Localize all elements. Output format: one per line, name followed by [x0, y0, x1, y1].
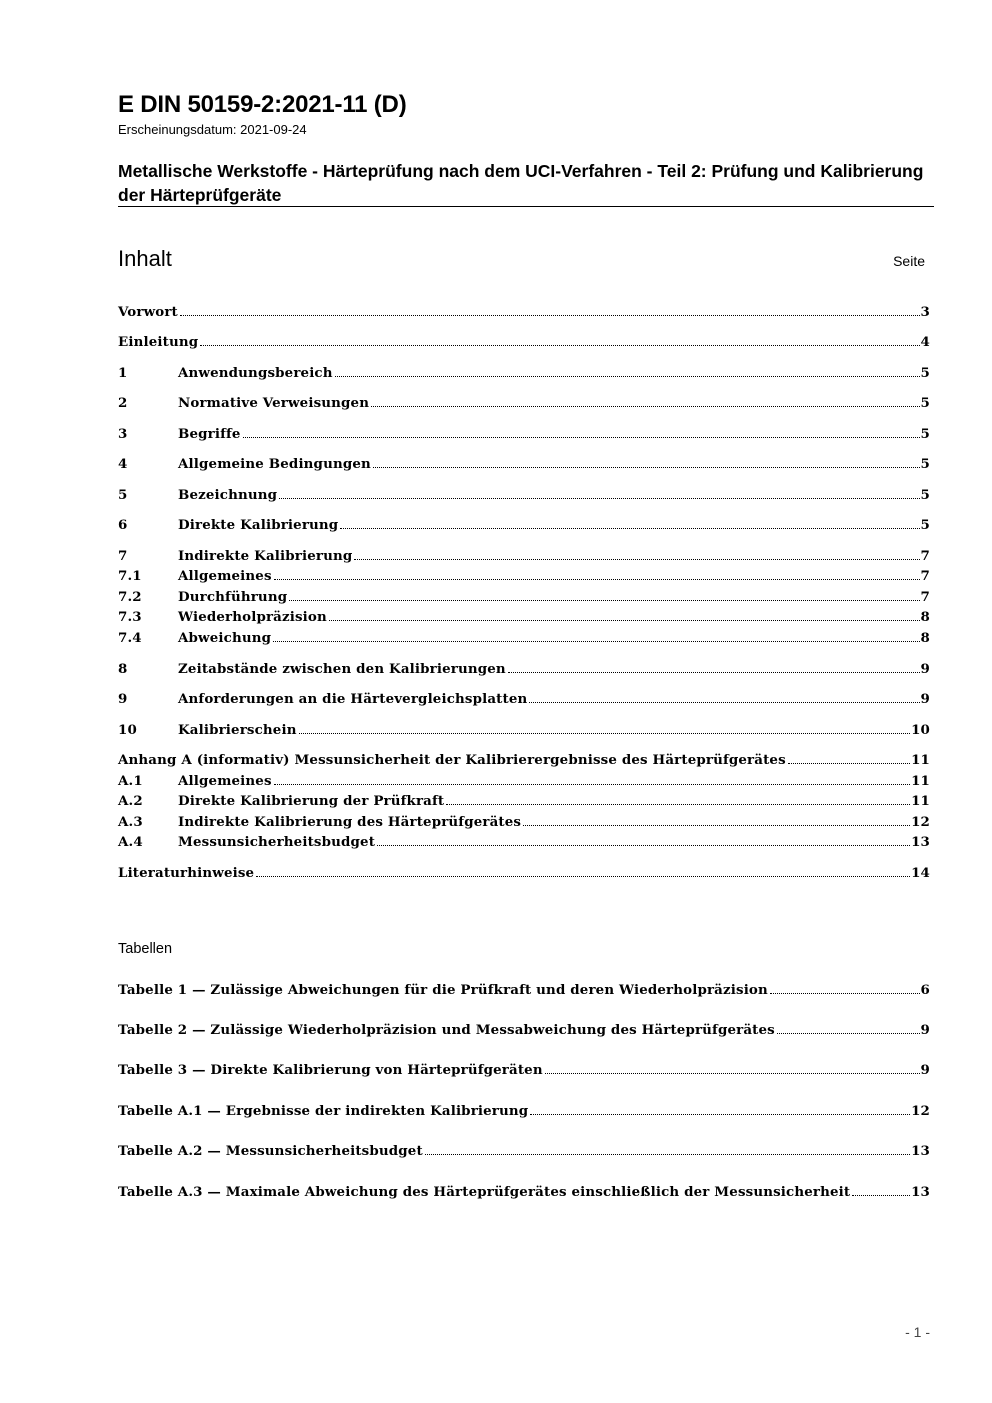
title-divider: [118, 206, 934, 207]
table-entry[interactable]: [118, 1142, 930, 1160]
entry-label: Zeitabstände zwischen den Kalibrierungen: [178, 661, 506, 677]
entry-page-number: 12: [911, 814, 930, 830]
entry-label: Allgemeine Bedingungen: [178, 456, 371, 472]
dot-leader: [274, 784, 910, 785]
toc-entry[interactable]: [118, 690, 930, 708]
entry-label: Tabelle 3 — Direkte Kalibrierung von Härteprüfgeräten: [118, 1062, 543, 1078]
toc-entry[interactable]: [118, 547, 930, 565]
entry-number: A.3: [118, 814, 143, 830]
dot-leader: [273, 641, 919, 642]
toc-entry[interactable]: [118, 813, 930, 831]
entry-page-number: 11: [911, 773, 930, 789]
entry-page-number: 7: [920, 589, 930, 605]
entry-number: 6: [118, 517, 128, 533]
dot-leader: [335, 376, 920, 377]
entry-page-number: 5: [920, 365, 930, 381]
table-entry[interactable]: [118, 1102, 930, 1120]
entry-page-number: 14: [911, 865, 930, 881]
entry-label: Vorwort: [118, 304, 178, 320]
dot-leader: [200, 345, 919, 346]
dot-leader: [299, 733, 910, 734]
document-id: E DIN 50159-2:2021-11 (D): [118, 91, 407, 118]
toc-entry[interactable]: [118, 588, 930, 606]
toc-entry[interactable]: [118, 792, 930, 810]
entry-number: A.2: [118, 793, 143, 809]
entry-number: 7: [118, 548, 128, 564]
entry-page-number: 9: [920, 661, 930, 677]
entry-label: Anforderungen an die Härtevergleichsplatten: [178, 691, 528, 707]
entry-number: A.4: [118, 834, 143, 850]
entry-label: Allgemeines: [178, 568, 272, 584]
toc-entry[interactable]: [118, 303, 930, 321]
dot-leader: [852, 1195, 910, 1196]
dot-leader: [523, 825, 910, 826]
entry-page-number: 9: [920, 691, 930, 707]
entry-label: Wiederholpräzision: [178, 609, 327, 625]
toc-entry[interactable]: [118, 425, 930, 443]
toc-entry[interactable]: [118, 833, 930, 851]
entry-page-number: 13: [911, 1184, 930, 1200]
entry-number: 3: [118, 426, 128, 442]
entry-label: Abweichung: [178, 630, 272, 646]
toc-entry[interactable]: [118, 333, 930, 351]
document-title: Metallische Werkstoffe - Härteprüfung nach dem UCI-Verfahren - Teil 2: Prüfung und Kalibrierung der Härteprüfgeräte: [118, 161, 924, 205]
dot-leader: [371, 406, 919, 407]
table-entry[interactable]: [118, 1021, 930, 1039]
entry-label: Messunsicherheitsbudget: [178, 834, 376, 850]
toc-entry[interactable]: [118, 608, 930, 626]
dot-leader: [274, 579, 920, 580]
dot-leader: [373, 467, 920, 468]
dot-leader: [777, 1033, 920, 1034]
entry-label: Tabelle A.1 — Ergebnisse der indirekten Kalibrierung: [118, 1103, 529, 1119]
entry-page-number: 5: [920, 517, 930, 533]
toc-entry[interactable]: [118, 660, 930, 678]
entry-number: 10: [118, 722, 137, 738]
contents-heading: Inhalt: [118, 246, 172, 271]
entry-number: A.1: [118, 773, 143, 789]
entry-page-number: 5: [920, 426, 930, 442]
entry-label: Allgemeines: [178, 773, 272, 789]
entry-page-number: 5: [920, 456, 930, 472]
toc-entry[interactable]: [118, 772, 930, 790]
entry-page-number: 9: [920, 1022, 930, 1038]
toc-entry[interactable]: [118, 864, 930, 882]
entry-label: Einleitung: [118, 334, 199, 350]
dot-leader: [545, 1073, 920, 1074]
entry-page-number: 11: [911, 752, 930, 768]
entry-page-number: 13: [911, 1143, 930, 1159]
entry-page-number: 8: [920, 609, 930, 625]
entry-page-number: 13: [911, 834, 930, 850]
table-entry[interactable]: [118, 1061, 930, 1079]
entry-page-number: 5: [920, 395, 930, 411]
toc-entry[interactable]: [118, 394, 930, 412]
entry-page-number: 5: [920, 487, 930, 503]
dot-leader: [180, 315, 920, 316]
dot-leader: [446, 804, 910, 805]
toc-entry[interactable]: [118, 516, 930, 534]
entry-number: 7.4: [118, 630, 142, 646]
entry-label: Kalibrierschein: [178, 722, 297, 738]
entry-label: Tabelle A.2 — Messunsicherheitsbudget: [118, 1143, 423, 1159]
entry-page-number: 10: [911, 722, 930, 738]
entry-number: 4: [118, 456, 128, 472]
toc-entry[interactable]: [118, 721, 930, 739]
dot-leader: [508, 672, 920, 673]
entry-number: 8: [118, 661, 128, 677]
entry-number: 5: [118, 487, 128, 503]
dot-leader: [425, 1154, 910, 1155]
dot-leader: [788, 763, 910, 764]
entry-number: 9: [118, 691, 128, 707]
entry-label: Bezeichnung: [178, 487, 278, 503]
dot-leader: [243, 437, 920, 438]
entry-label: Direkte Kalibrierung: [178, 517, 339, 533]
publication-date: Erscheinungsdatum: 2021-09-24: [118, 122, 307, 137]
entry-number: 1: [118, 365, 128, 381]
dot-leader: [279, 498, 919, 499]
entry-page-number: 8: [920, 630, 930, 646]
dot-leader: [340, 528, 919, 529]
entry-label: Indirekte Kalibrierung: [178, 548, 353, 564]
dot-leader: [529, 702, 919, 703]
entry-label: Anwendungsbereich: [178, 365, 333, 381]
page-column-label: Seite: [893, 253, 925, 269]
toc-entry[interactable]: [118, 567, 930, 585]
tables-heading: Tabellen: [118, 941, 173, 957]
dot-leader: [289, 600, 919, 601]
entry-label: Normative Verweisungen: [178, 395, 370, 411]
toc-entry[interactable]: [118, 455, 930, 473]
table-entry[interactable]: [118, 981, 930, 999]
entry-page-number: 12: [911, 1103, 930, 1119]
entry-label: Tabelle A.3 — Maximale Abweichung des Härteprüfgerätes einschließlich der Messunsicherheit: [118, 1184, 851, 1200]
dot-leader: [770, 993, 920, 994]
entry-label: Anhang A (informativ) Messunsicherheit der Kalibrierergebnisse des Härteprüfgerätes: [118, 752, 786, 768]
entry-page-number: 3: [920, 304, 930, 320]
entry-page-number: 7: [920, 548, 930, 564]
table-entry[interactable]: [118, 1183, 930, 1201]
toc-entry[interactable]: [118, 486, 930, 504]
entry-page-number: 9: [920, 1062, 930, 1078]
entry-label: Literaturhinweise: [118, 865, 255, 881]
entry-label: Tabelle 1 — Zulässige Abweichungen für die Prüfkraft und deren Wiederholpräzision: [118, 982, 768, 998]
entry-label: Direkte Kalibrierung der Prüfkraft: [178, 793, 445, 809]
toc-entry[interactable]: [118, 364, 930, 382]
entry-label: Indirekte Kalibrierung des Härteprüfgerätes: [178, 814, 522, 830]
entry-page-number: 4: [920, 334, 930, 350]
dot-leader: [377, 845, 910, 846]
entry-label: Begriffe: [178, 426, 241, 442]
toc-entry[interactable]: [118, 629, 930, 647]
entry-page-number: 7: [920, 568, 930, 584]
entry-page-number: 11: [911, 793, 930, 809]
toc-entry[interactable]: [118, 751, 930, 769]
dot-leader: [354, 559, 919, 560]
entry-number: 7.2: [118, 589, 142, 605]
entry-label: Tabelle 2 — Zulässige Wiederholpräzision und Messabweichung des Härteprüfgerätes: [118, 1022, 775, 1038]
entry-number: 7.1: [118, 568, 142, 584]
entry-number: 7.3: [118, 609, 142, 625]
dot-leader: [256, 876, 910, 877]
page-number: - 1 -: [905, 1324, 930, 1340]
entry-number: 2: [118, 395, 128, 411]
dot-leader: [530, 1114, 910, 1115]
entry-label: Durchführung: [178, 589, 288, 605]
dot-leader: [329, 620, 920, 621]
entry-page-number: 6: [920, 982, 930, 998]
